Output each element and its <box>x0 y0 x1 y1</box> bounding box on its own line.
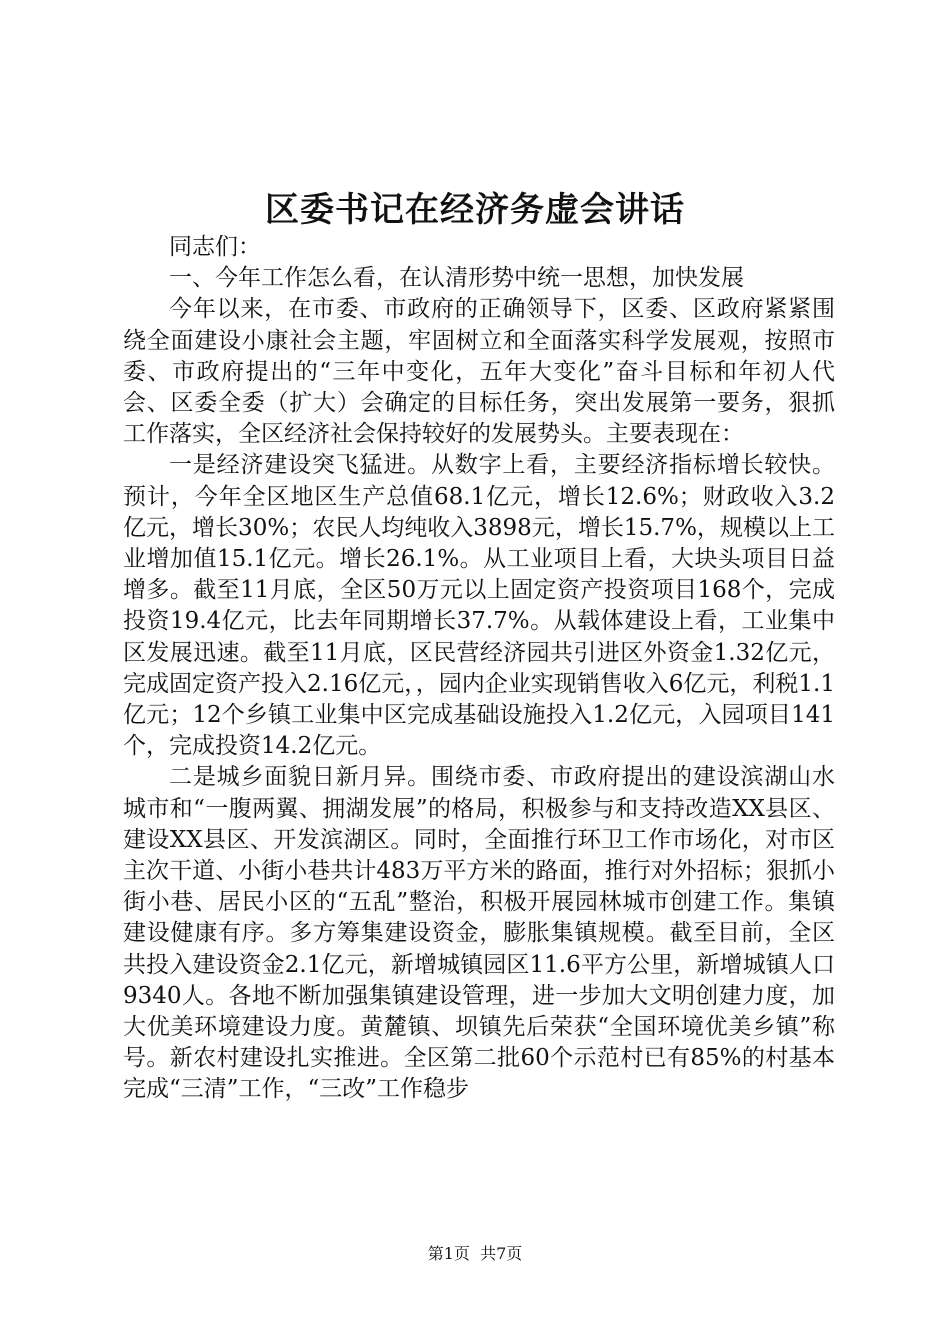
document-body <box>123 232 835 1106</box>
paragraph-urban-rural: 二是城乡面貌日新月异。围绕市委、市政府提出的建设滨湖山水城市和“一腹两翼、拥湖发展”的格局，积极参与和支持改造XX县区、建设XX县区、开发滨湖区。同时，全面推行环卫工作市场化，对市区主次干道、小街小巷共计483万平方米的路面，推行对外招标；狠抓小街小巷、居民小区的“五乱”整治，积极开展园林城市创建工作。集镇建设健康有序。多方筹集建设资金，膨胀集镇规模。截至目前，全区共投入建设资金2.1亿元，新增城镇园区11.6平方公里，新增城镇人口9340人。各地不断加强集镇建设管理，进一步加大文明创建力度，加大优美环境建设力度。黄麓镇、坝镇先后荣获“全国环境优美乡镇”称号。新农村建设扎实推进。全区第二批60个示范村已有85%的村基本完成“三清”工作，“三改”工作稳步 <box>123 764 835 1103</box>
paragraph-intro: 今年以来，在市委、市政府的正确领导下，区委、区政府紧紧围绕全面建设小康社会主题，牢固树立和全面落实科学发展观，按照市委、市政府提出的“三年中变化，五年大变化”奋斗目标和年初人代会、区委全委（扩大）会确定的目标任务，突出发展第一要务，狠抓工作落实，全区经济社会保持较好的发展势头。主要表现在： <box>123 296 835 448</box>
page-number: 第1页 共7页 <box>427 1244 523 1263</box>
salutation: 同志们： <box>169 234 261 260</box>
section-heading: 一、今年工作怎么看，在认清形势中统一思想，加快发展 <box>169 265 744 292</box>
document-title: 区委书记在经济务虚会讲话 <box>265 190 685 230</box>
page-footer <box>0 1243 950 1265</box>
paragraph-economy: 一是经济建设突飞猛进。从数字上看，主要经济指标增长较快。预计，今年全区地区生产总值68.1亿元，增长12.6%；财政收入3.2亿元，增长30%；农民人均纯收入3898元，增长15.7%，规模以上工业增加值15.1亿元。增长26.1%。从工业项目上看，大块头项目日益增多。截至11月底，全区50万元以上固定资产投资项目168个，完成投资19.4亿元，比去年同期增长37.7%。从载体建设上看，工业集中区发展迅速。截至11月底，区民营经济园共引进区外资金1.32亿元，完成固定资产投入2.16亿元，，园内企业实现销售收入6亿元，利税1.1亿元；12个乡镇工业集中区完成基础设施投入1.2亿元，入园项目141个，完成投资14.2亿元。 <box>123 452 835 760</box>
